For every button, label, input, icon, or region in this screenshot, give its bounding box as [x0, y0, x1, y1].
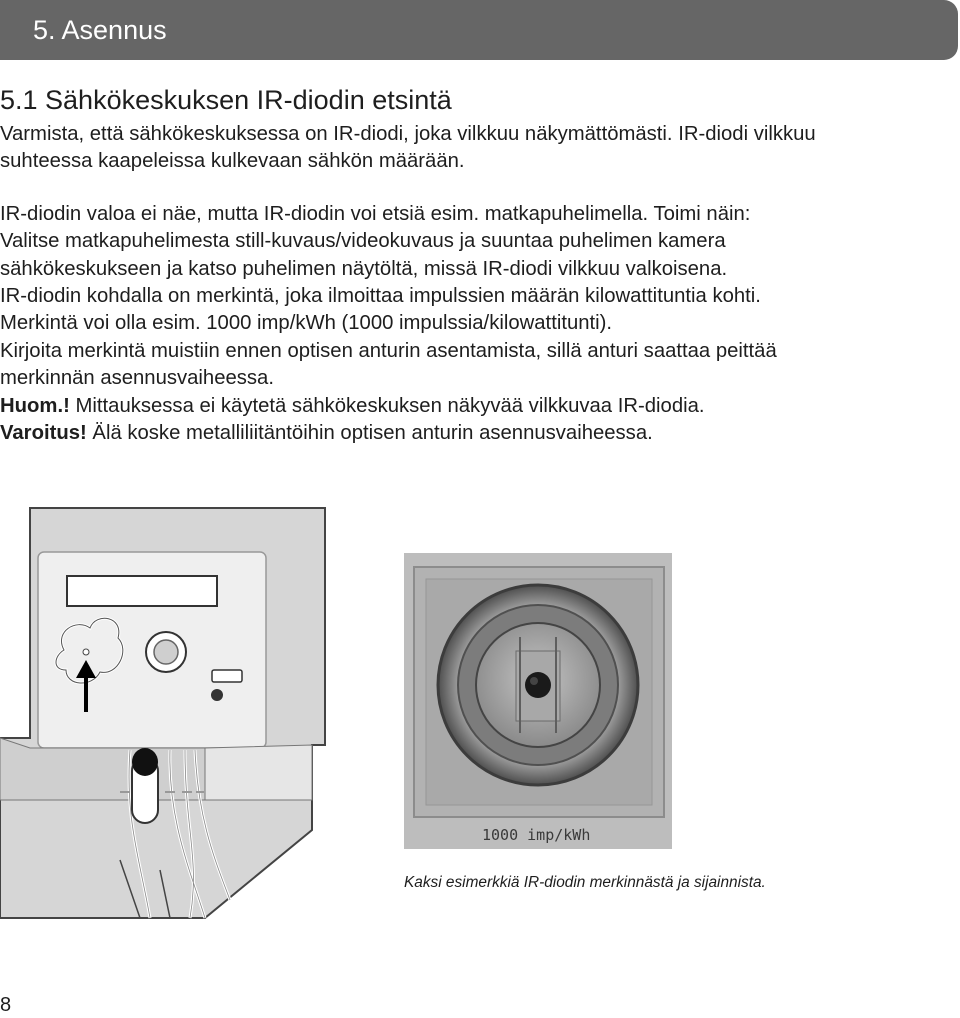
warning-text: Älä koske metalliliitäntöihin optisen anturin asennusvaiheessa.	[86, 422, 653, 445]
meter-button-center	[154, 640, 178, 664]
note-line	[0, 393, 955, 420]
meter-illustration	[0, 500, 330, 920]
paragraph-2-line-4: IR-diodin kohdalla on merkintä, joka ilmoittaa impulssien määrän kilowattituntia kohti.	[0, 285, 761, 308]
display-window	[67, 576, 217, 606]
paragraph-2-line-1: IR-diodin valoa ei näe, mutta IR-diodin voi etsiä esim. matkapuhelimella. Toimi näin:	[0, 202, 751, 225]
ir-diode-dot	[83, 649, 89, 655]
paragraph-1-line-1: Varmista, että sähkökeskuksessa on IR-diodi, joka vilkkuu näkymättömästi. IR-diodi vilkkuu	[0, 123, 816, 145]
meter-photo	[404, 553, 672, 849]
chapter-title: 5. Asennus	[33, 15, 167, 45]
header-bar	[0, 0, 958, 60]
paragraph-1-line-2: suhteessa kaapeleissa kulkevaan sähkön määrään.	[0, 150, 465, 173]
paragraph-2-line-2: Valitse matkapuhelimesta still-kuvaus/videokuvaus ja suuntaa puhelimen kamera	[0, 230, 726, 253]
section-title: 5.1 Sähkökeskuksen IR-diodin etsintä	[0, 85, 452, 115]
paragraph-2-line-5: Merkintä voi olla esim. 1000 imp/kWh (1000 impulssia/kilowattitunti).	[0, 312, 613, 335]
warning-line	[0, 420, 955, 447]
figure-caption: Kaksi esimerkkiä IR-diodin merkinnästä ja sijainnista.	[404, 874, 766, 891]
paragraph-2-line-7: merkinnän asennusvaiheessa.	[0, 367, 274, 390]
paragraph-2-line-6: Kirjoita merkintä muistiin ennen optisen anturin asentamista, sillä anturi saattaa peittää	[0, 339, 777, 362]
page-number: 8	[0, 994, 12, 1016]
ir-diode-photo	[525, 672, 551, 698]
small-indicator-slot	[212, 670, 242, 682]
small-indicator-dot	[211, 689, 223, 701]
note-label: Huom.!	[0, 394, 70, 417]
warning-label: Varoitus!	[0, 422, 87, 445]
note-text: Mittauksessa ei käytetä sähkökeskuksen näkyvää vilkkuvaa IR-diodia.	[69, 394, 705, 417]
paragraph-2-line-3: sähkökeskukseen ja katso puhelimen näytöltä, missä IR-diodi vilkkuu valkoisena.	[0, 257, 728, 280]
body-text	[0, 121, 955, 447]
photo-marking-label: 1000 imp/kWh	[482, 826, 591, 844]
terminal-cylinder-top	[132, 748, 158, 776]
